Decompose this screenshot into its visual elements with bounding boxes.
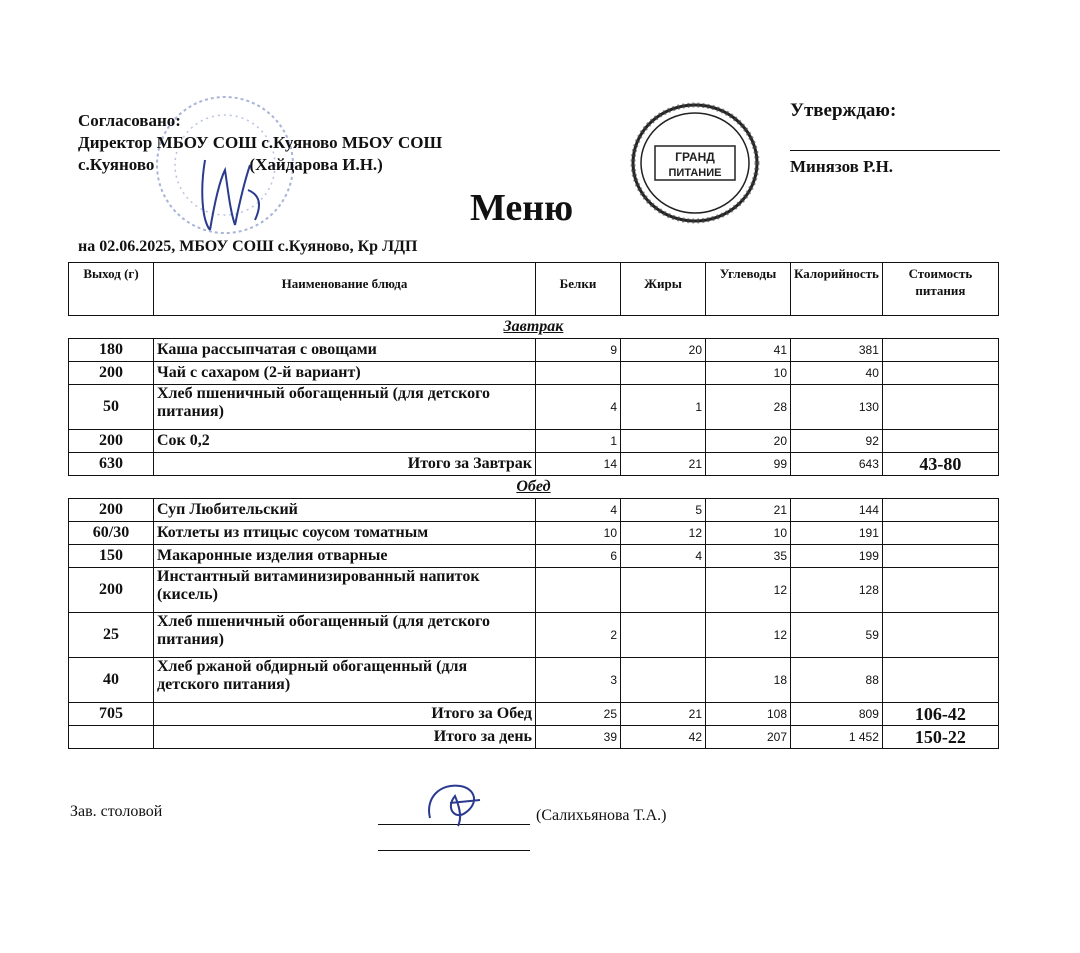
total-cost: 43-80	[882, 453, 998, 476]
total-carbs: 108	[706, 703, 791, 726]
total-row-lunch	[69, 703, 999, 726]
row-qty: 200	[69, 568, 154, 613]
approval-director: Директор МБОУ СОШ с.Куяново МБОУ СОШ	[78, 133, 443, 152]
confirm-signature-line	[790, 128, 1000, 151]
row-calories: 191	[791, 522, 883, 545]
row-qty: 40	[69, 658, 154, 703]
row-protein: 6	[536, 545, 621, 568]
row-protein: 10	[536, 522, 621, 545]
header-cost: Стоимость питания	[882, 263, 998, 316]
row-qty: 150	[69, 545, 154, 568]
total-fat: 21	[621, 453, 706, 476]
row-cost	[882, 499, 998, 522]
row-carbs: 20	[706, 430, 791, 453]
row-name: Суп Любительский	[154, 499, 536, 522]
director-signature-icon	[190, 150, 280, 240]
section-title: Обед	[69, 476, 999, 499]
table-row	[69, 522, 999, 545]
footer-person: (Салихьянова Т.А.)	[536, 807, 667, 824]
row-fat: 12	[621, 522, 706, 545]
row-cost	[882, 362, 998, 385]
total-qty	[69, 726, 154, 749]
row-carbs: 18	[706, 658, 791, 703]
row-protein: 3	[536, 658, 621, 703]
row-fat	[621, 362, 706, 385]
row-name: Инстантный витаминизированный напиток (кисель)	[154, 568, 536, 613]
total-protein: 14	[536, 453, 621, 476]
approval-block	[78, 110, 548, 176]
row-name: Котлеты из птицыс соусом томатным	[154, 522, 536, 545]
stamp-text-top: ГРАНД	[675, 150, 715, 164]
row-carbs: 12	[706, 613, 791, 658]
row-fat	[621, 430, 706, 453]
total-cost: 106-42	[882, 703, 998, 726]
total-label: Итого за день	[154, 726, 536, 749]
table-row	[69, 545, 999, 568]
total-calories: 643	[791, 453, 883, 476]
confirm-name: Минязов Р.Н.	[790, 157, 894, 176]
row-carbs: 41	[706, 339, 791, 362]
row-fat	[621, 658, 706, 703]
row-cost	[882, 430, 998, 453]
row-calories: 59	[791, 613, 883, 658]
table-row	[69, 499, 999, 522]
total-row-day	[69, 726, 999, 749]
header-carbs: Углеводы	[706, 263, 791, 316]
approval-village: с.Куяново	[78, 155, 155, 174]
row-cost	[882, 522, 998, 545]
row-qty: 25	[69, 613, 154, 658]
row-calories: 92	[791, 430, 883, 453]
row-name: Чай с сахаром (2-й вариант)	[154, 362, 536, 385]
confirm-block	[790, 100, 1000, 177]
row-fat: 1	[621, 385, 706, 430]
row-calories: 199	[791, 545, 883, 568]
table-row	[69, 658, 999, 703]
company-stamp-icon	[625, 98, 765, 228]
table-row	[69, 568, 999, 613]
total-protein: 39	[536, 726, 621, 749]
row-fat: 20	[621, 339, 706, 362]
row-qty: 200	[69, 499, 154, 522]
row-calories: 381	[791, 339, 883, 362]
row-name: Хлеб пшеничный обогащенный (для детского питания)	[154, 613, 536, 658]
row-protein: 4	[536, 385, 621, 430]
row-carbs: 35	[706, 545, 791, 568]
total-carbs: 207	[706, 726, 791, 749]
row-carbs: 10	[706, 522, 791, 545]
row-fat: 4	[621, 545, 706, 568]
row-cost	[882, 339, 998, 362]
footer-signature-line-2	[378, 850, 530, 851]
row-carbs: 21	[706, 499, 791, 522]
header-qty: Выход (г)	[69, 263, 154, 316]
confirm-title: Утверждаю:	[790, 100, 897, 121]
page-title: Меню	[470, 187, 574, 229]
row-cost	[882, 545, 998, 568]
section-title: Завтрак	[69, 316, 999, 339]
canteen-signature-icon	[420, 778, 490, 828]
header-protein: Белки	[536, 263, 621, 316]
total-qty: 705	[69, 703, 154, 726]
row-name: Хлеб пшеничный обогащенный (для детского питания)	[154, 385, 536, 430]
total-fat: 21	[621, 703, 706, 726]
row-name: Макаронные изделия отварные	[154, 545, 536, 568]
row-fat: 5	[621, 499, 706, 522]
section-lunch	[69, 476, 999, 499]
table-row	[69, 613, 999, 658]
row-protein: 2	[536, 613, 621, 658]
row-name: Хлеб ржаной обдирный обогащенный (для детского питания)	[154, 658, 536, 703]
row-protein: 1	[536, 430, 621, 453]
row-name: Сок 0,2	[154, 430, 536, 453]
total-label: Итого за Завтрак	[154, 453, 536, 476]
page-subtitle: на 02.06.2025, МБОУ СОШ с.Куяново, Кр ЛДП	[78, 238, 418, 255]
row-cost	[882, 613, 998, 658]
row-protein: 9	[536, 339, 621, 362]
row-calories: 144	[791, 499, 883, 522]
menu-table	[68, 262, 999, 749]
footer-position: Зав. столовой	[70, 803, 163, 820]
row-fat	[621, 613, 706, 658]
row-qty: 50	[69, 385, 154, 430]
row-carbs: 10	[706, 362, 791, 385]
row-protein: 4	[536, 499, 621, 522]
row-cost	[882, 658, 998, 703]
row-fat	[621, 568, 706, 613]
total-carbs: 99	[706, 453, 791, 476]
approval-person: (Хайдарова И.Н.)	[249, 155, 383, 174]
total-row-breakfast	[69, 453, 999, 476]
table-row	[69, 430, 999, 453]
table-row	[69, 362, 999, 385]
row-calories: 40	[791, 362, 883, 385]
row-protein	[536, 362, 621, 385]
row-name: Каша рассыпчатая с овощами	[154, 339, 536, 362]
row-qty: 200	[69, 430, 154, 453]
header-fat: Жиры	[621, 263, 706, 316]
table-row	[69, 339, 999, 362]
row-calories: 130	[791, 385, 883, 430]
header-name: Наименование блюда	[154, 263, 536, 316]
total-label: Итого за Обед	[154, 703, 536, 726]
total-fat: 42	[621, 726, 706, 749]
row-carbs: 12	[706, 568, 791, 613]
total-protein: 25	[536, 703, 621, 726]
stamp-text-bottom: ПИТАНИЕ	[668, 167, 722, 179]
approval-title: Согласовано:	[78, 111, 181, 130]
total-calories: 1 452	[791, 726, 883, 749]
total-qty: 630	[69, 453, 154, 476]
header-calories: Калорийность	[791, 263, 883, 316]
table-row	[69, 385, 999, 430]
row-qty: 200	[69, 362, 154, 385]
table-header	[69, 263, 999, 316]
section-breakfast	[69, 316, 999, 339]
row-cost	[882, 568, 998, 613]
total-cost: 150-22	[882, 726, 998, 749]
row-calories: 88	[791, 658, 883, 703]
row-cost	[882, 385, 998, 430]
row-carbs: 28	[706, 385, 791, 430]
row-protein	[536, 568, 621, 613]
row-calories: 128	[791, 568, 883, 613]
row-qty: 180	[69, 339, 154, 362]
total-calories: 809	[791, 703, 883, 726]
row-qty: 60/30	[69, 522, 154, 545]
